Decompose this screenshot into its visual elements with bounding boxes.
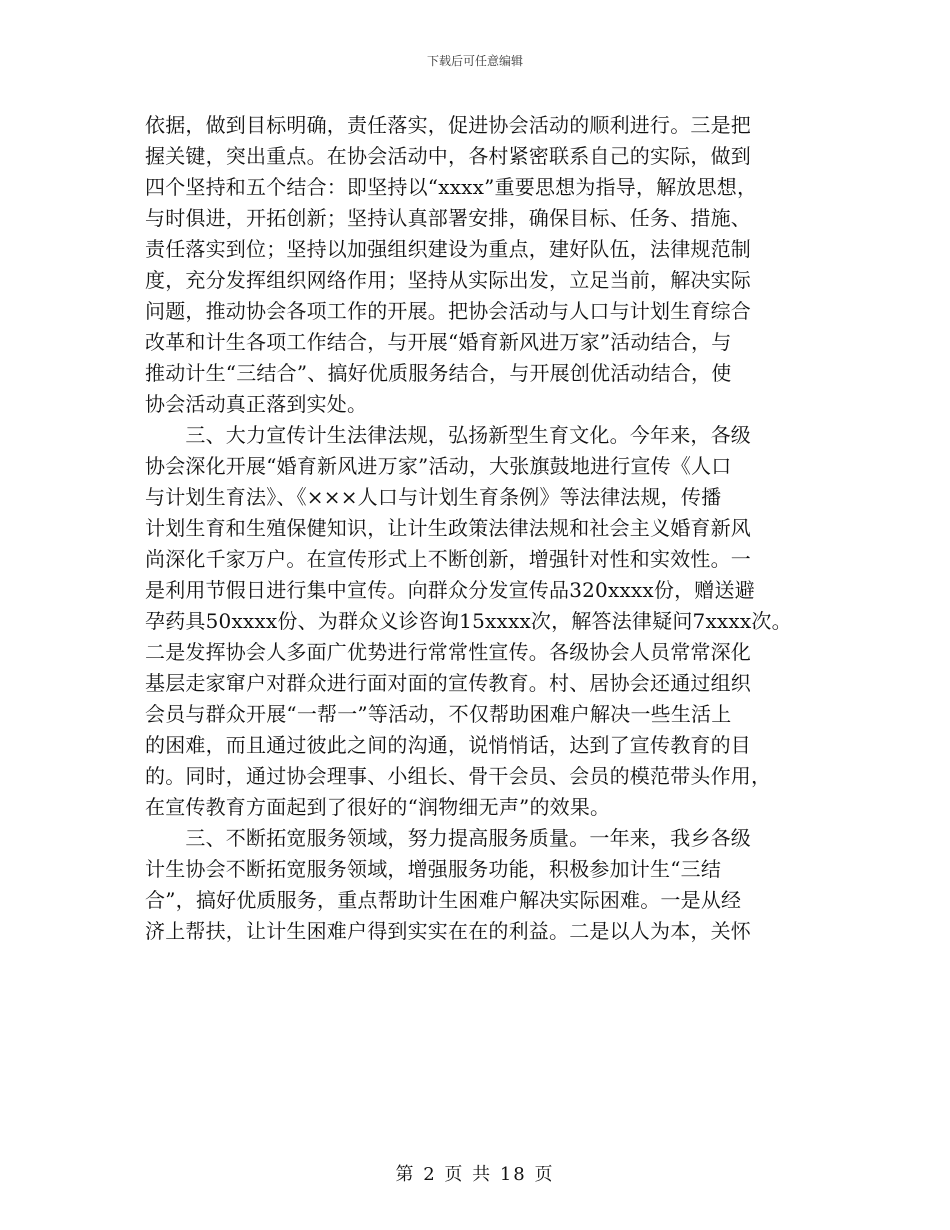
text-line: 合”，搞好优质服务，重点帮助计生困难户解决实际困难。一是从经 bbox=[145, 888, 742, 912]
text-line: 推动计生“三结合”、搞好优质服务结合，与开展创优活动结合，使 bbox=[145, 361, 732, 385]
page-header: 下载后可任意编辑 bbox=[426, 54, 523, 68]
text-line: 协会活动真正落到实处。 bbox=[145, 392, 368, 416]
paragraph-start: 三、不断拓宽服务领域，努力提高服务质量。一年来，我乡各级 bbox=[145, 826, 751, 850]
text-line: 依据，做到目标明确，责任落实，促进协会活动的顺利进行。三是把 bbox=[145, 113, 751, 137]
text-line: 计划生育和生殖保健知识，让计生政策法律法规和社会主义婚育新风 bbox=[145, 516, 751, 540]
text-line: 济上帮扶，让计生困难户得到实实在在的利益。二是以人为本，关怀 bbox=[145, 919, 751, 943]
text-line: 四个坚持和五个结合：即坚持以“xxxx”重要思想为指导，解放思想， bbox=[145, 175, 758, 199]
text-line: 孕药具50xxxx份、为群众义诊咨询15xxxx次，解答法律疑问7xxxx次。 bbox=[145, 609, 792, 633]
page-footer: 第 2 页 共 18 页 bbox=[395, 1164, 555, 1185]
text-line: 的。同时，通过协会理事、小组长、骨干会员、会员的模范带头作用， bbox=[145, 764, 772, 788]
body-text bbox=[145, 110, 825, 947]
text-line: 计生协会不断拓宽服务领域，增强服务功能，积极参加计生“三结 bbox=[145, 857, 722, 881]
text-line: 改革和计生各项工作结合，与开展“婚育新风进万家”活动结合，与 bbox=[145, 330, 732, 354]
text-line: 与计划生育法》、《×××人口与计划生育条例》等法律法规，传播 bbox=[145, 485, 722, 509]
text-line: 责任落实到位；坚持以加强组织建设为重点，建好队伍，法律规范制 bbox=[145, 237, 751, 261]
text-line: 在宣传教育方面起到了很好的“润物细无声”的效果。 bbox=[145, 795, 611, 819]
text-line: 问题，推动协会各项工作的开展。把协会活动与人口与计划生育综合 bbox=[145, 299, 751, 323]
text-line: 尚深化千家万户。在宣传形式上不断创新，增强针对性和实效性。一 bbox=[145, 547, 751, 571]
text-line: 度，充分发挥组织网络作用；坚持从实际出发，立足当前，解决实际 bbox=[145, 268, 751, 292]
text-line: 协会深化开展“婚育新风进万家”活动，大张旗鼓地进行宣传《人口 bbox=[145, 454, 732, 478]
text-line: 基层走家窜户对群众进行面对面的宣传教育。村、居协会还通过组织 bbox=[145, 671, 751, 695]
text-line: 会员与群众开展“一帮一”等活动，不仅帮助困难户解决一些生活上 bbox=[145, 702, 732, 726]
text-line: 二是发挥协会人多面广优势进行常常性宣传。各级协会人员常常深化 bbox=[145, 640, 751, 664]
text-line: 是利用节假日进行集中宣传。向群众分发宣传品320xxxx份，赠送避 bbox=[145, 578, 755, 602]
text-line: 与时俱进，开拓创新；坚持认真部署安排，确保目标、任务、措施、 bbox=[145, 206, 751, 230]
text-line: 的困难，而且通过彼此之间的沟通，说悄悄话，达到了宣传教育的目 bbox=[145, 733, 751, 757]
text-line: 握关键，突出重点。在协会活动中，各村紧密联系自己的实际，做到 bbox=[145, 144, 751, 168]
paragraph-start: 三、大力宣传计生法律法规，弘扬新型生育文化。今年来，各级 bbox=[145, 423, 751, 447]
